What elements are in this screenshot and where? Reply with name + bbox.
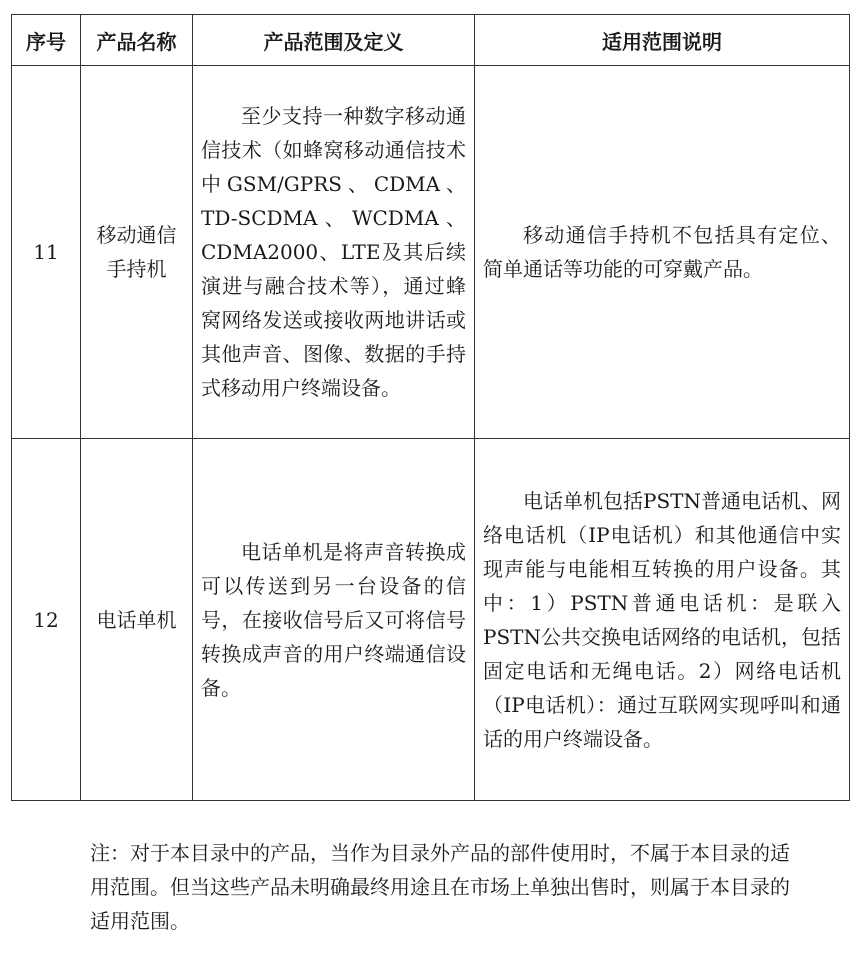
definition-text: 至少支持一种数字移动通信技术（如蜂窝移动通信技术中GSM/GPRS、CDMA、TD-SCDMA、WCDMA、CDMA2000、LTE及其后续演进与融合技术等），通过蜂窝网络发送或接收两地讲话或其他声音、图像、数据的手持式移动用户终端设备。 <box>201 104 466 400</box>
header-product-definition: 产品范围及定义 <box>193 15 475 66</box>
scope-text: 移动通信手持机不包括具有定位、简单通话等功能的可穿戴产品。 <box>483 223 841 281</box>
row-scope-description <box>475 439 850 801</box>
footnote: 注：对于本目录中的产品，当作为目录外产品的部件使用时，不属于本目录的适用范围。但当这些产品未明确最终用途且在市场上单独出售时，则属于本目录的适用范围。 <box>90 841 790 933</box>
header-product-name: 产品名称 <box>81 15 193 66</box>
row-serial-no: 12 <box>12 439 81 801</box>
row-product-name: 电话单机 <box>81 439 193 801</box>
definition-text: 电话单机是将声音转换成可以传送到另一台设备的信号，在接收信号后又可将信号转换成声音的用户终端通信设备。 <box>201 539 466 700</box>
scope-text: 电话单机包括PSTN普通电话机、网络电话机（IP电话机）和其他通信中实现声能与电能相互转换的用户设备。其中：1）PSTN普通电话机：是联入PSTN公共交换电话网络的电话机，包括固定电话和无绳电话。2）网络电话机（IP电话机）：通过互联网实现呼叫和通话的用户终端设备。 <box>483 488 841 751</box>
row-scope-description <box>475 66 850 439</box>
header-scope-description: 适用范围说明 <box>475 15 850 66</box>
row-product-name: 移动通信手持机 <box>81 66 193 439</box>
row-product-definition <box>193 66 475 439</box>
row-product-definition <box>193 439 475 801</box>
row-serial-no: 11 <box>12 66 81 439</box>
product-scope-table <box>11 14 850 801</box>
table-row <box>12 66 850 439</box>
table-row <box>12 439 850 801</box>
header-serial-no: 序号 <box>12 15 81 66</box>
table-header-row <box>12 15 850 66</box>
